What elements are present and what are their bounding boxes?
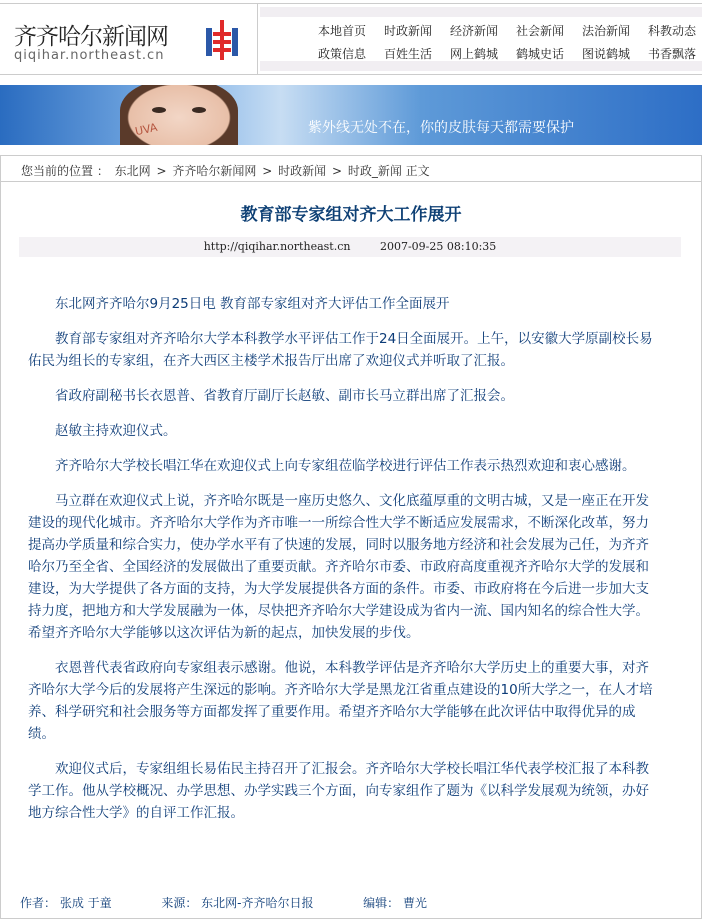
source: 东北网-齐齐哈尔日报 <box>201 896 314 910</box>
nav-item[interactable]: 网上鹤城 <box>449 47 498 61</box>
breadcrumb-item[interactable]: 时政新闻 <box>278 164 327 178</box>
banner-slogan: 紫外线无处不在，你的皮肤每天都需要保护 <box>308 120 574 136</box>
article-paragraph: 马立群在欢迎仪式上说，齐齐哈尔既是一座历史悠久、文化底蕴厚重的文明古城，又是一座正在开发建设的现代化城市。齐齐哈尔大学作为齐市唯一一所综合性大学不断适应发展需求，不断深化改革，努力提高办学质量和综合实力，使办学水平有了快速的发展，同时以服务地方经济和社会发展为己任，为齐齐哈尔乃至全省、全国经济的发展做出了重要贡献。齐齐哈尔市委、市政府高度重视齐齐哈尔大学的发展和建设，为大学提供了各方面的支持，为大学发展提供各方面的条件。市委、市政府将在今后进一步加大支持力度，把地方和大学发展融为一体，尽快把齐齐哈尔大学建设成为省内一流、国内知名的综合性大学。希望齐齐哈尔大学能够以这次评估为新的起点，加快发展的步伐。 <box>28 493 649 641</box>
breadcrumb-item[interactable]: 齐齐哈尔新闻网 <box>172 164 257 178</box>
nav-item[interactable]: 时政新闻 <box>383 24 432 38</box>
article-paragraph: 衣恩普代表省政府向专家组表示感谢。他说，本科教学评估是齐齐哈尔大学历史上的重要大事，对齐齐哈尔大学今后的发展将产生深远的影响。齐齐哈尔大学是黑龙江省重点建设的10所大学之一，在人才培养、科学研究和社会服务等方面都发挥了重要作用。希望齐齐哈尔大学能够在此次评估中取得优异的成绩。 <box>28 660 653 742</box>
logo-name: 齐齐哈尔新闻网 <box>14 24 168 50</box>
breadcrumb-separator: > <box>156 164 167 178</box>
ad-banner[interactable] <box>0 85 702 145</box>
northeast-logo-icon <box>204 20 240 60</box>
article-paragraph: 省政府副秘书长衣恩普、省教育厅副厅长赵敏、副市长马立群出席了汇报会。 <box>55 388 514 404</box>
breadcrumb-separator: > <box>331 164 343 178</box>
nav-item[interactable]: 经济新闻 <box>449 24 498 38</box>
breadcrumb-label: 您当前的位置 ： <box>21 164 109 178</box>
main-nav <box>260 7 702 71</box>
source-url[interactable]: http://qiqihar.northeast.cn <box>203 240 351 253</box>
article-container <box>0 155 702 919</box>
publish-datetime: 2007-09-25 08:10:35 <box>379 240 497 253</box>
article-paragraph: 赵敏主持欢迎仪式。 <box>55 423 177 439</box>
article-paragraph: 齐齐哈尔大学校长唱江华在欢迎仪式上向专家组莅临学校进行评估工作表示热烈欢迎和衷心感谢。 <box>55 458 636 474</box>
article-paragraph: 教育部专家组对齐齐哈尔大学本科教学水平评估工作于24日全面展开。上午，以安徽大学原副校长易佑民为组长的专家组，在齐大西区主楼学术报告厅出席了欢迎仪式并听取了汇报。 <box>28 331 653 369</box>
breadcrumb-item[interactable]: 东北网 <box>114 164 151 178</box>
breadcrumb-separator: > <box>262 164 273 178</box>
editor: 曹光 <box>403 896 428 910</box>
nav-item[interactable]: 百姓生活 <box>383 47 432 61</box>
author: 张成 于童 <box>59 896 112 910</box>
nav-item[interactable]: 本地首页 <box>317 24 366 38</box>
logo-domain: qiqihar.northeast.cn <box>14 48 165 63</box>
banner-badge: UVA <box>133 120 159 139</box>
nav-item[interactable]: 图说鹤城 <box>581 47 630 61</box>
article-meta <box>19 237 681 257</box>
nav-item[interactable]: 鹤城史话 <box>515 47 564 61</box>
article-credits <box>20 894 427 911</box>
site-header <box>0 3 702 75</box>
nav-item[interactable]: 科教动态 <box>647 24 696 38</box>
nav-item[interactable]: 书香飘落 <box>647 47 696 61</box>
breadcrumb-current: 时政_新闻 正文 <box>347 164 430 178</box>
article-paragraph: 东北网齐齐哈尔9月25日电 教育部专家组对齐大评估工作全面展开 <box>55 296 450 312</box>
nav-item[interactable]: 法治新闻 <box>581 24 630 38</box>
breadcrumb <box>1 156 701 182</box>
editor-label: 编辑： <box>363 896 400 910</box>
source-label: 来源： <box>161 896 198 910</box>
nav-item[interactable]: 社会新闻 <box>515 24 564 38</box>
author-label: 作者： <box>20 896 57 910</box>
article-body <box>28 293 662 837</box>
article-paragraph: 欢迎仪式后，专家组组长易佑民主持召开了汇报会。齐齐哈尔大学校长唱江华代表学校汇报了本科教学工作。他从学校概况、办学思想、办学实践三个方面，向专家组作了题为《以科学发展观为统领，办好地方综合性大学》的自评工作汇报。 <box>28 761 649 821</box>
site-logo[interactable] <box>0 4 258 74</box>
article-title: 教育部专家组对齐大工作展开 <box>240 205 462 225</box>
nav-item[interactable]: 政策信息 <box>317 47 366 61</box>
